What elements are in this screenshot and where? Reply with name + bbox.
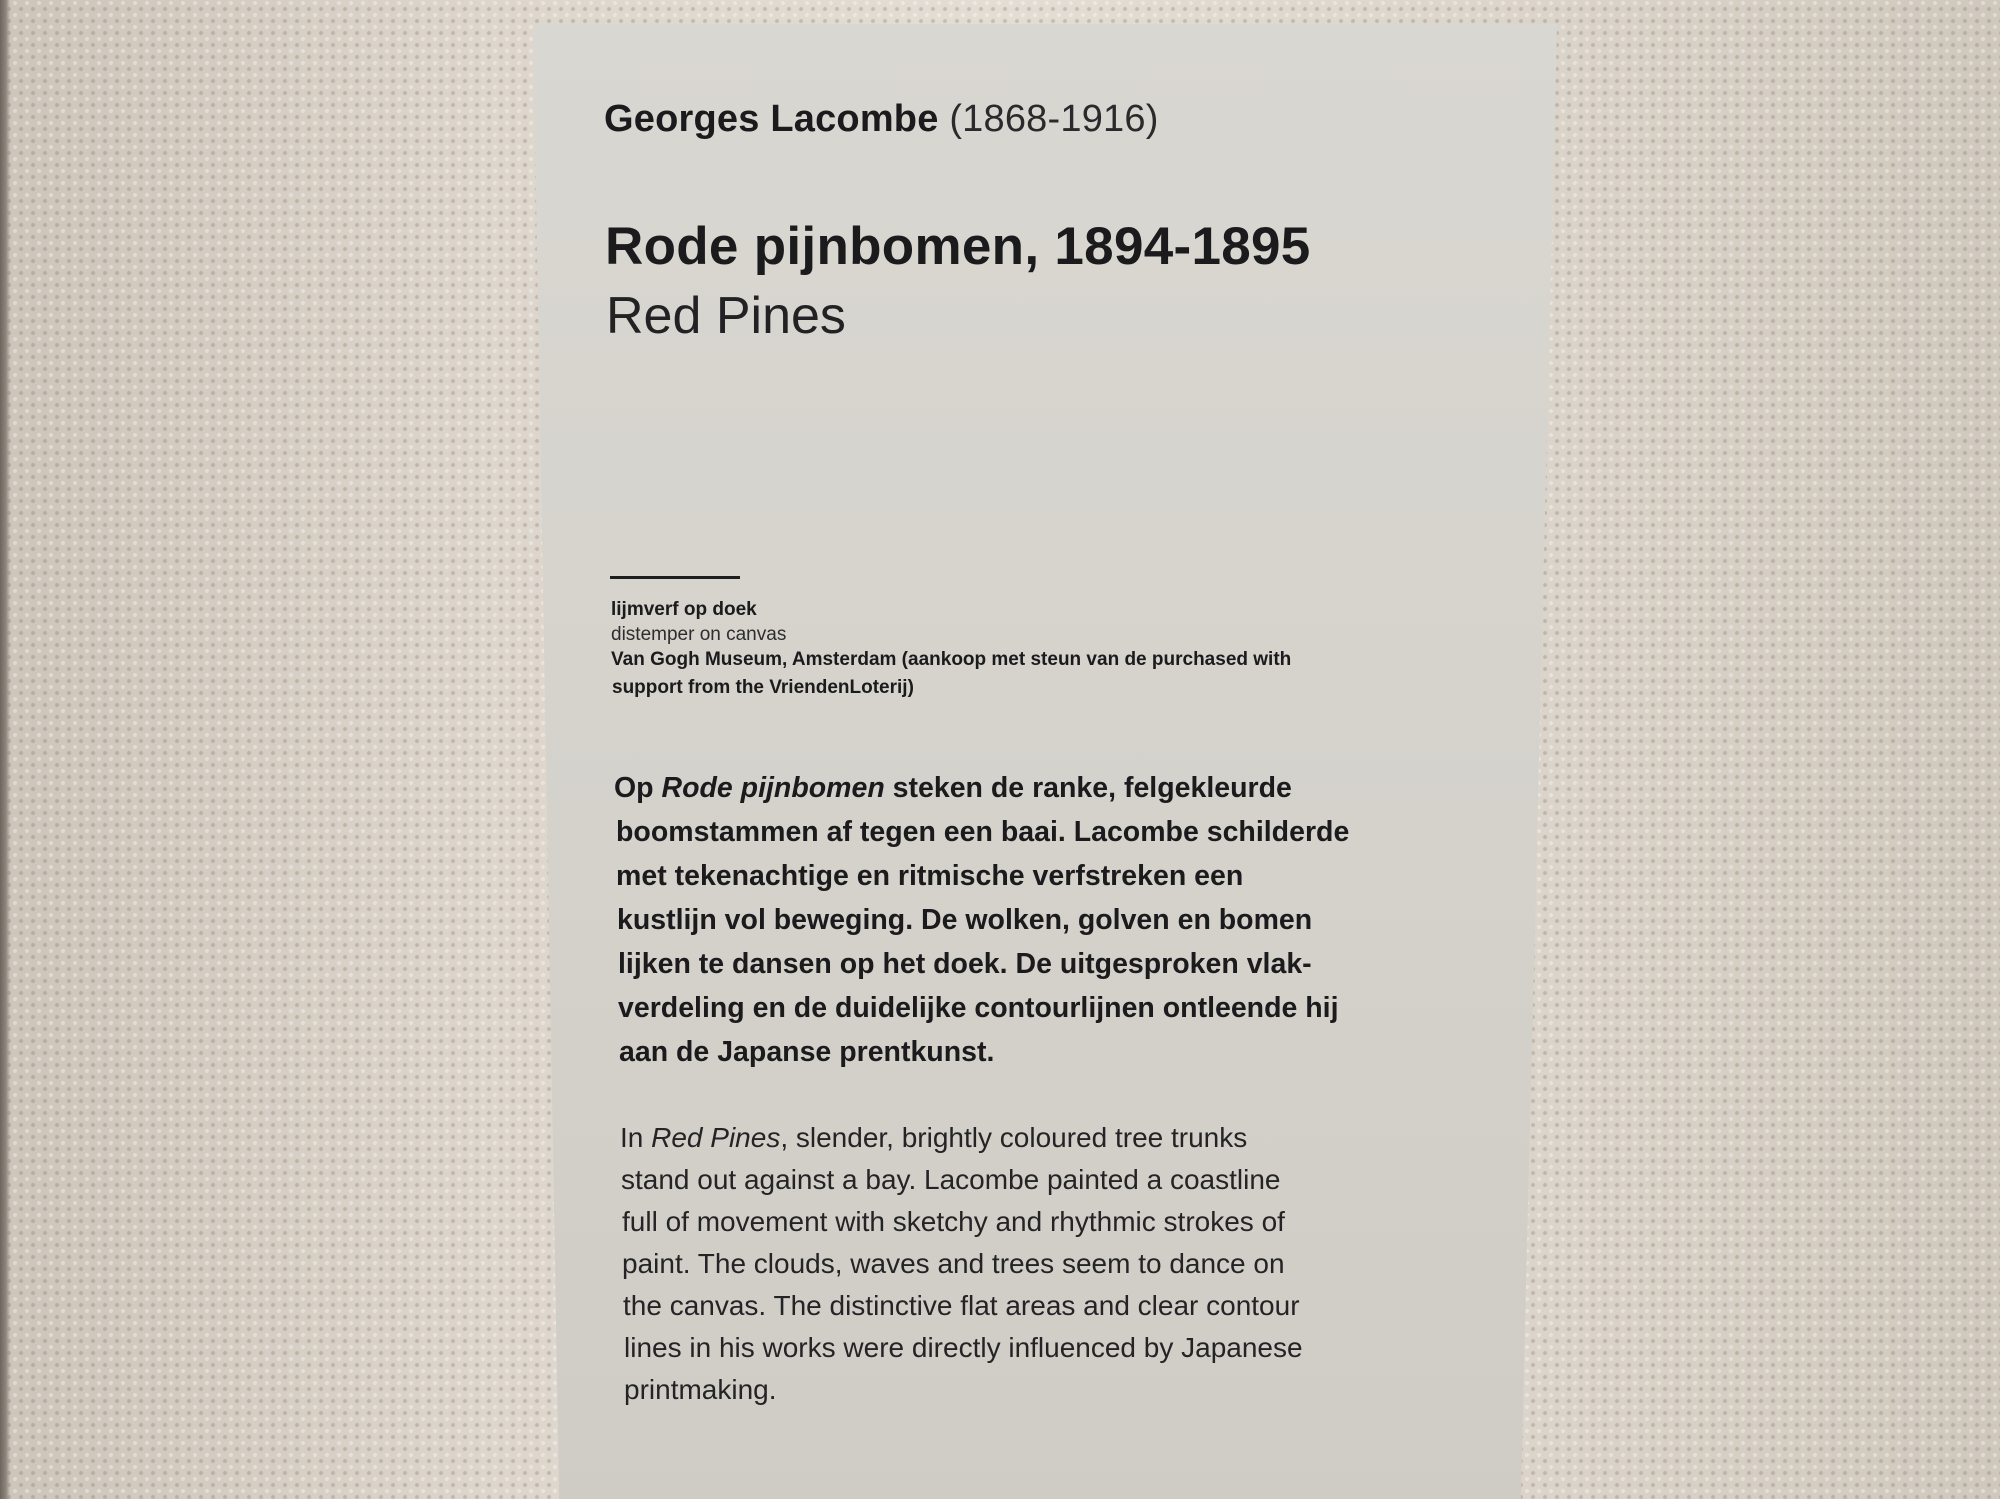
artwork-title-english: Red Pines	[606, 287, 846, 345]
description-english-line-7: printmaking.	[624, 1374, 777, 1405]
medium-english: distemper on canvas	[611, 624, 787, 645]
description-dutch-line-3: met tekenachtige en ritmische verfstreken een	[616, 860, 1244, 892]
description-english-line-1: In Red Pines, slender, brightly coloured tree trunks	[620, 1122, 1248, 1153]
artist-name: Georges Lacombe	[604, 98, 939, 140]
description-dutch-line-4: kustlijn vol beweging. De wolken, golven en bomen	[617, 904, 1313, 936]
credit-line-1: Van Gogh Museum, Amsterdam (aankoop met steun van de purchased with	[611, 649, 1292, 670]
description-dutch-line-1: Op Rode pijnbomen steken de ranke, felgekleurde	[614, 772, 1292, 804]
divider-line	[610, 576, 740, 579]
adjacent-frame-edge	[0, 0, 10, 1499]
artist-line	[604, 98, 1159, 141]
description-english-line-2: stand out against a bay. Lacombe painted a coastline	[621, 1164, 1281, 1195]
description-dutch-line-7: aan de Japanse prentkunst.	[619, 1036, 995, 1068]
artist-dates: (1868-1916)	[949, 98, 1159, 140]
description-dutch-line-2: boomstammen af tegen een baai. Lacombe schilderde	[616, 816, 1350, 848]
italic-title-dutch: Rode pijnbomen	[661, 772, 885, 804]
description-english-line-6: lines in his works were directly influenced by Japanese	[624, 1332, 1303, 1363]
description-english-line-4: paint. The clouds, waves and trees seem to dance on	[622, 1248, 1285, 1279]
description-english-line-3: full of movement with sketchy and rhythmic strokes of	[622, 1206, 1285, 1237]
italic-title-english: Red Pines	[651, 1122, 781, 1153]
credit-line-2: support from the VriendenLoterij)	[612, 677, 914, 698]
description-english-line-5: the canvas. The distinctive flat areas and clear contour	[623, 1290, 1300, 1321]
artwork-title-dutch: Rode pijnbomen, 1894-1895	[605, 217, 1311, 276]
description-dutch-line-5: lijken te dansen op het doek. De uitgesproken vlak-	[618, 948, 1312, 980]
description-dutch-line-6: verdeling en de duidelijke contourlijnen ontleende hij	[618, 992, 1339, 1024]
medium-dutch: lijmverf op doek	[611, 599, 757, 620]
